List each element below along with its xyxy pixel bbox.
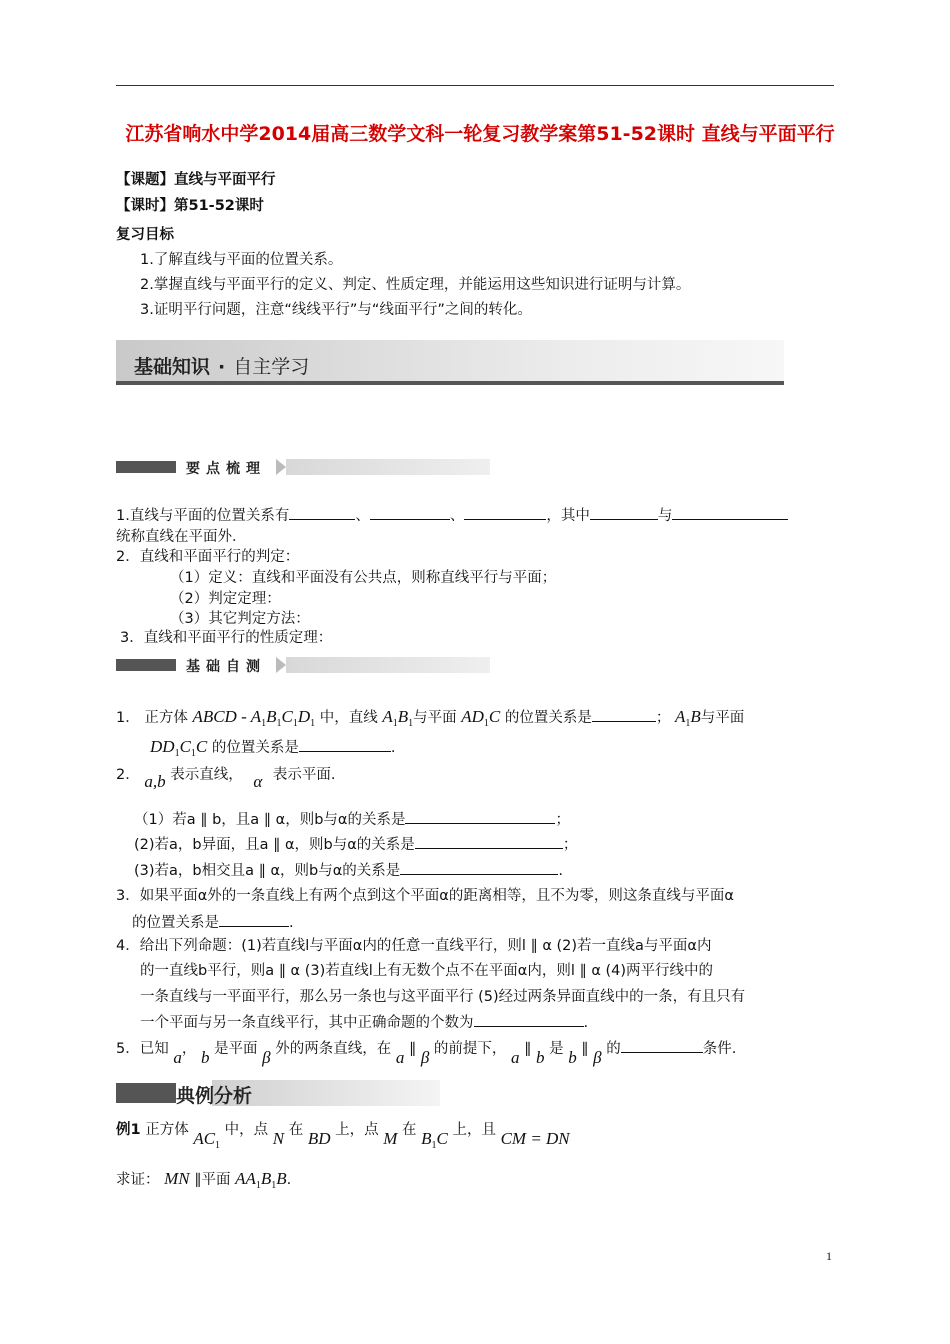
test-q1-line2: $DD_1C_1C$ 的位置关系是 .: [150, 737, 396, 759]
section-header-key-points: [116, 459, 490, 475]
test-q4-line2: 的一直线b平行，则a ∥ α (3)若直线l上有无数个点不在平面α内，则l ∥ α (4)两平行线中的: [140, 963, 714, 979]
section-label: 典例分析: [176, 1085, 253, 1107]
review-item-3: 3.证明平行问题，注意“线线平行”与“线面平行”之间的转化。: [140, 302, 532, 318]
section-fade: [286, 657, 490, 673]
section-fade: [286, 459, 490, 475]
test-q3-line1: 3．如果平面α外的一条直线上有两个点到这个平面α的距离相等，且不为零，则这条直线与平面α: [116, 888, 734, 904]
section-bar: [116, 659, 176, 671]
review-item-2: 2.掌握直线与平面平行的定义、判定、性质定理，并能运用这些知识进行证明与计算。: [140, 277, 691, 293]
section-label: 基础自测: [186, 659, 266, 675]
kp-item-2: 2．直线和平面平行的判定：: [116, 549, 300, 565]
test-q2-1: （1）若a ∥ b，且a ∥ α，则b与α的关系是 ；: [134, 808, 570, 829]
page-number: 1: [826, 1249, 832, 1263]
test-q4-line4: 一个平面与另一条直线平行，其中正确命题的个数为 .: [140, 1011, 588, 1032]
section-header-self-test: [116, 657, 490, 673]
cube-name: ABCD - $A_1B_1C_1D_1$: [192, 707, 316, 729]
kp-item-2-3: （3）其它判定方法：: [170, 611, 310, 627]
kp-item-2-2: （2）判定定理：: [170, 591, 281, 607]
header-rule: [116, 85, 834, 86]
chevron-icon: [276, 459, 286, 475]
section-header-examples: [116, 1080, 440, 1106]
banner-dot: ·: [218, 356, 226, 378]
kp-item-2-1: （1）定义：直线和平面没有公共点，则称直线平行与平面；: [170, 570, 557, 586]
test-q1-line1: 1． 正方体 ABCD - $A_1B_1C_1D_1$ 中，直线 $A_1B_1$与平面 $AD_1C$ 的位置关系是 ； $A_1B$与平面: [116, 707, 745, 729]
banner-title: [134, 352, 309, 379]
test-q5: 5．已知 a， b 是平面 β 外的两条直线，在 a ∥ β 的前提下， a ∥ b 是 b ∥ β 的 条件.: [116, 1037, 736, 1058]
example-1: 例1 正方体 $AC_1$ 中，点 N 在 BD 上，点 M 在 $B_1C$ 上，且 CM = DN: [116, 1122, 570, 1151]
banner-main: 基础知识: [134, 356, 211, 378]
test-q2-3: (3)若a，b相交且a ∥ α，则b与α的关系是 .: [134, 859, 563, 880]
kp-item-1: 1.直线与平面的位置关系有 、 、 ，其中 与: [116, 504, 788, 525]
test-q4-line3: 一条直线与一平面平行，那么另一条也与这平面平行 (5)经过两条异面直线中的一条，有且只有: [140, 989, 746, 1005]
page-title: 江苏省响水中学2014届高三数学文科一轮复习教学案第51-52课时 直线与平面平行: [125, 123, 835, 145]
example-1-proof: 求证： MN ∥平面 $AA_1B_1B$.: [116, 1169, 292, 1191]
test-q2-2: (2)若a，b异面，且a ∥ α，则b与α的关系是 ；: [134, 833, 577, 854]
test-q2: 2． a,b 表示直线， α 表示平面.: [116, 767, 336, 791]
period-line: 【课时】第51-52课时: [116, 198, 264, 214]
review-heading: 复习目标: [116, 227, 174, 243]
section-bar: [116, 461, 176, 473]
kp-item-3: 3．直线和平面平行的性质定理：: [120, 630, 333, 646]
section-bar: [116, 1083, 176, 1103]
section-label: 要点梳理: [186, 461, 266, 477]
test-q4-line1: 4．给出下列命题：(1)若直线l与平面α内的任意一直线平行，则l ∥ α (2)若一直线a与平面α内: [116, 938, 712, 954]
test-q3-line2: 的位置关系是 .: [132, 911, 294, 932]
review-item-1: 1.了解直线与平面的位置关系。: [140, 252, 343, 268]
kp-item-1-cont: 统称直线在平面外．: [116, 529, 247, 545]
topic-line: 【课题】直线与平面平行: [116, 172, 276, 188]
chevron-icon: [276, 657, 286, 673]
banner-sub: 自主学习: [233, 356, 310, 378]
banner-underline: [116, 381, 784, 385]
